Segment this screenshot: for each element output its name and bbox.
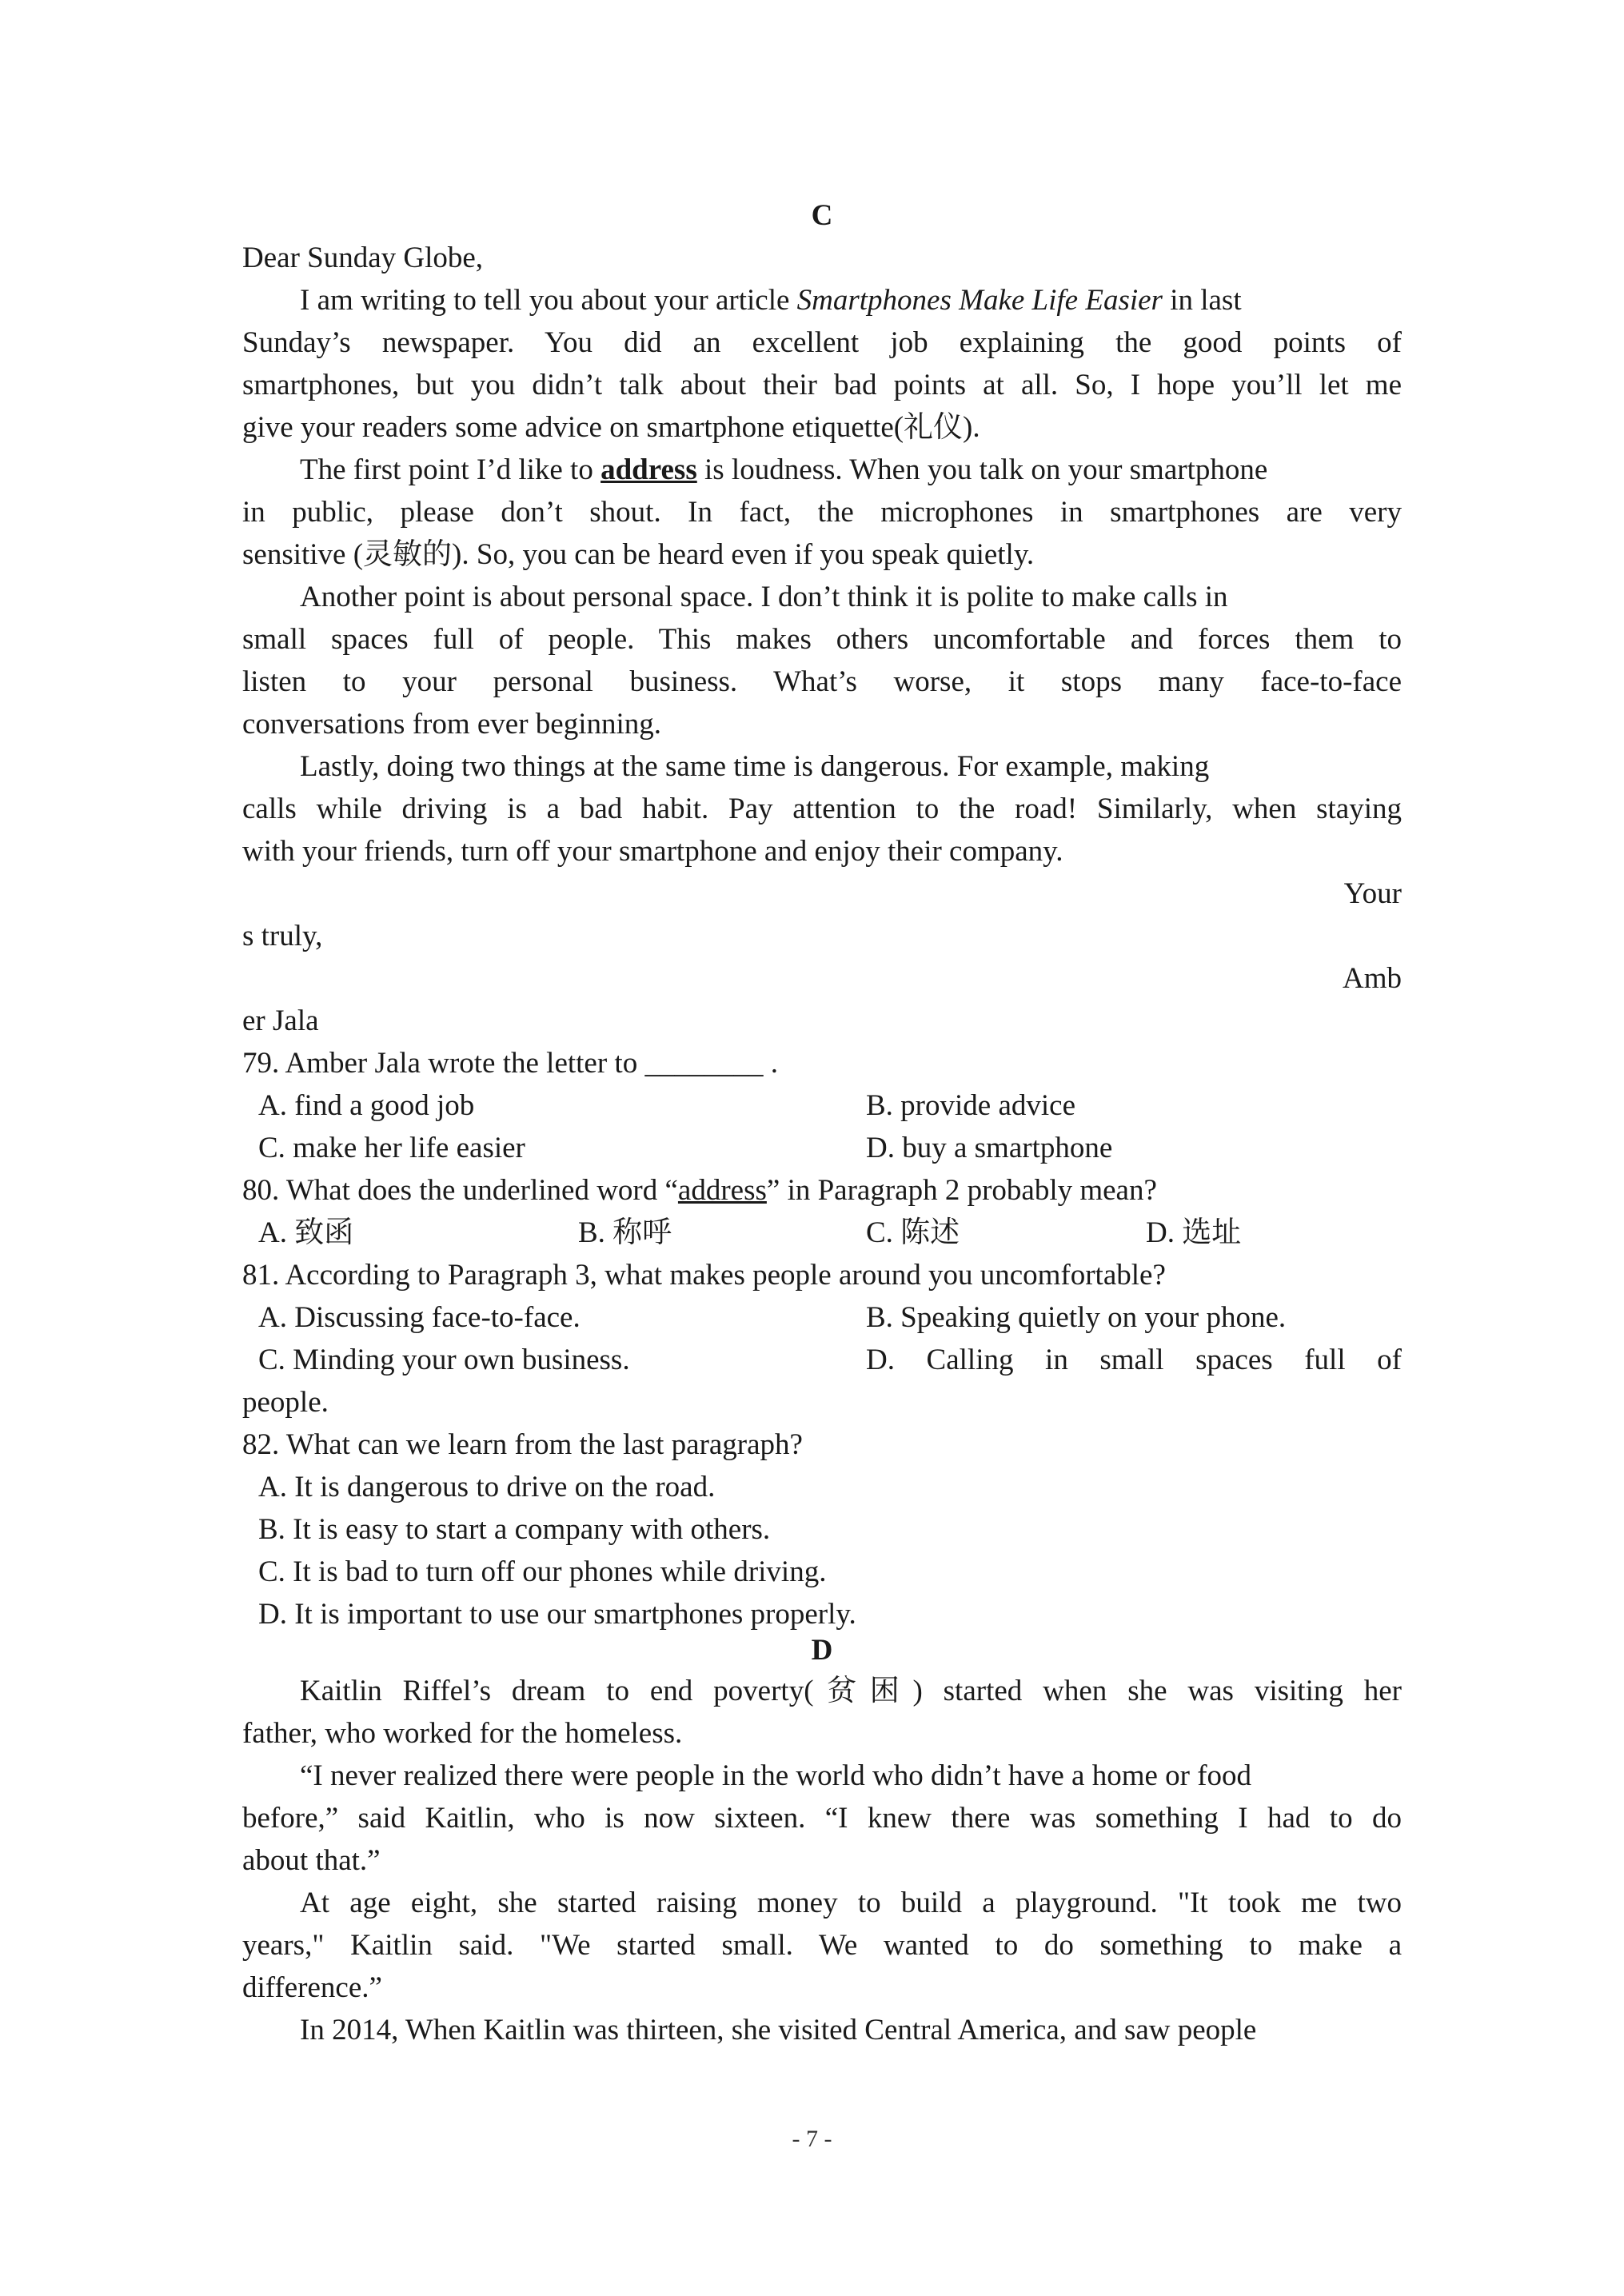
underlined-word-address: address <box>601 453 697 486</box>
p4-line-2: calls while driving is a bad habit. Pay attention to the road! Similarly, when staying <box>242 793 1402 825</box>
d-p2-line-2: before,” said Kaitlin, who is now sixteen. “I knew there was something I had to do <box>242 1802 1402 1835</box>
q80-option-c: C. 陈述 <box>866 1216 960 1249</box>
p1-line-2: Sunday’s newspaper. You did an excellent job explaining the good points of <box>242 326 1402 359</box>
q79-option-d: D. buy a smartphone <box>866 1132 1113 1164</box>
q80-option-a: A. 致函 <box>258 1216 354 1249</box>
signature-part-2: er Jala <box>242 1004 319 1037</box>
d-p2-line-1: “I never realized there were people in the world who didn’t have a home or food <box>300 1759 1252 1792</box>
p2-line-2: in public, please don’t shout. In fact, the microphones in smartphones are very <box>242 496 1402 529</box>
article-title: Smartphones Make Life Easier <box>796 284 1163 317</box>
q81-option-c: C. Minding your own business. <box>258 1344 630 1376</box>
d-p3-line-2: years," Kaitlin said. "We started small. We wanted to do something to make a <box>242 1929 1402 1962</box>
q79-option-b: B. provide advice <box>866 1089 1075 1122</box>
p4-line-3: with your friends, turn off your smartphone and enjoy their company. <box>242 835 1063 868</box>
d-p1-line-2: father, who worked for the homeless. <box>242 1717 683 1750</box>
q81-option-b: B. Speaking quietly on your phone. <box>866 1301 1287 1334</box>
q82-option-c: C. It is bad to turn off our phones while driving. <box>258 1555 827 1588</box>
signature-part-1: Amb <box>1343 962 1402 995</box>
p2-line-3: sensitive (灵敏的). So, you can be heard even if you speak quietly. <box>242 538 1035 571</box>
question-79-stem: 79. Amber Jala wrote the letter to ________ . <box>242 1047 778 1080</box>
p1-line-3: smartphones, but you didn’t talk about their bad points at all. So, I hope you’ll let me <box>242 369 1402 401</box>
p3-line-4: conversations from ever beginning. <box>242 708 662 741</box>
q80-option-d: D. 选址 <box>1146 1216 1242 1249</box>
section-c-heading: C <box>811 199 833 232</box>
page-number: - 7 - <box>792 2126 832 2152</box>
q81-option-d-continued: people. <box>242 1386 329 1419</box>
question-82-stem: 82. What can we learn from the last paragraph? <box>242 1428 803 1461</box>
closing-part-1: Your <box>1343 877 1402 910</box>
q79-option-c: C. make her life easier <box>258 1132 525 1164</box>
question-80-stem: 80. What does the underlined word “address” in Paragraph 2 probably mean? <box>242 1174 1157 1207</box>
q81-option-d: D. Calling in small spaces full of <box>866 1344 1402 1376</box>
p2-line-1: The first point I’d like to address is loudness. When you talk on your smartphone <box>300 453 1268 486</box>
q81-option-a: A. Discussing face-to-face. <box>258 1301 581 1334</box>
p4-line-1: Lastly, doing two things at the same time is dangerous. For example, making <box>300 750 1210 783</box>
d-p3-line-1: At age eight, she started raising money to build a playground. "It took me two <box>300 1887 1402 1919</box>
letter-salutation: Dear Sunday Globe, <box>242 242 484 274</box>
q80-option-b: B. 称呼 <box>578 1216 672 1249</box>
p3-line-2: small spaces full of people. This makes others uncomfortable and forces them to <box>242 623 1402 656</box>
q82-option-d: D. It is important to use our smartphones properly. <box>258 1598 856 1631</box>
question-81-stem: 81. According to Paragraph 3, what makes people around you uncomfortable? <box>242 1259 1166 1292</box>
q80-underlined-word: address <box>677 1174 767 1207</box>
q82-option-a: A. It is dangerous to drive on the road. <box>258 1471 716 1503</box>
d-p1-line-1: Kaitlin Riffel’s dream to end poverty(贫困) started when she was visiting her <box>300 1675 1402 1707</box>
section-d-heading: D <box>811 1634 833 1667</box>
closing-part-2: s truly, <box>242 920 323 952</box>
p1-line-1: I am writing to tell you about your article Smartphones Make Life Easier in last <box>300 284 1242 317</box>
d-p4-line-1: In 2014, When Kaitlin was thirteen, she visited Central America, and saw people <box>300 2014 1257 2046</box>
p3-line-1: Another point is about personal space. I don’t think it is polite to make calls in <box>300 581 1228 613</box>
q79-option-a: A. find a good job <box>258 1089 475 1122</box>
q82-option-b: B. It is easy to start a company with others. <box>258 1513 771 1546</box>
p3-line-3: listen to your personal business. What’s worse, it stops many face-to-face <box>242 665 1402 698</box>
d-p2-line-3: about that.” <box>242 1844 381 1877</box>
p1-line-4: give your readers some advice on smartphone etiquette(礼仪). <box>242 411 980 444</box>
d-p3-line-3: difference.” <box>242 1971 382 2004</box>
